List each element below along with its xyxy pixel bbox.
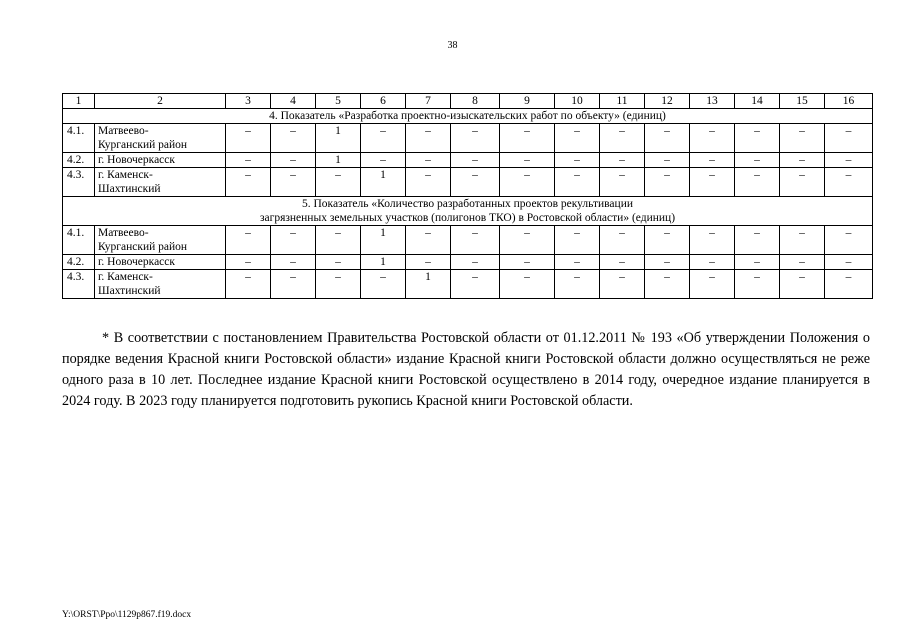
header-cell-14: 14 [735, 94, 780, 109]
value-cell: – [825, 168, 873, 197]
header-cell-10: 10 [555, 94, 600, 109]
value-cell: – [825, 226, 873, 255]
value-cell: – [451, 226, 500, 255]
value-cell: – [406, 255, 451, 270]
value-cell: – [645, 168, 690, 197]
header-cell-15: 15 [780, 94, 825, 109]
value-cell: – [271, 153, 316, 168]
value-cell: – [600, 168, 645, 197]
value-cell: – [780, 226, 825, 255]
value-cell: – [271, 255, 316, 270]
row-number: 4.1. [63, 226, 95, 255]
value-cell: – [780, 270, 825, 299]
row-number: 4.3. [63, 270, 95, 299]
value-cell: 1 [316, 124, 361, 153]
value-cell: – [271, 124, 316, 153]
header-cell-1: 1 [63, 94, 95, 109]
value-cell: – [780, 153, 825, 168]
value-cell: – [690, 153, 735, 168]
value-cell: – [316, 226, 361, 255]
value-cell: – [645, 124, 690, 153]
value-cell: – [780, 255, 825, 270]
value-cell: – [500, 226, 555, 255]
value-cell: – [271, 168, 316, 197]
row-name [95, 226, 226, 255]
value-cell: – [271, 270, 316, 299]
value-cell: – [361, 270, 406, 299]
value-cell: 1 [361, 255, 406, 270]
value-cell: – [226, 270, 271, 299]
row-name [95, 153, 226, 168]
value-cell: – [555, 124, 600, 153]
table-row [63, 255, 873, 270]
section-title-line: 4. Показатель «Разработка проектно-изыскательских работ по объекту» (единиц) [269, 110, 666, 122]
row-number: 4.3. [63, 168, 95, 197]
row-name-line: г. Новочеркасск [98, 154, 175, 166]
value-cell: – [555, 270, 600, 299]
value-cell: – [825, 124, 873, 153]
section-title-line: 5. Показатель «Количество разработанных проектов рекультивации [301, 198, 634, 210]
value-cell: – [316, 255, 361, 270]
value-cell: – [555, 255, 600, 270]
value-cell: – [600, 270, 645, 299]
section-title [63, 109, 873, 124]
header-cell-16: 16 [825, 94, 873, 109]
value-cell: – [226, 153, 271, 168]
value-cell: – [555, 153, 600, 168]
header-cell-4: 4 [271, 94, 316, 109]
value-cell: 1 [361, 226, 406, 255]
value-cell: – [451, 255, 500, 270]
file-path: Y:\ORST\Ppo\1129p867.f19.docx [62, 610, 192, 620]
section-row [63, 109, 873, 124]
value-cell: – [361, 153, 406, 168]
value-cell: – [555, 168, 600, 197]
row-number: 4.2. [63, 153, 95, 168]
section-title-line: загрязненных земельных участков (полигонов ТКО) в Ростовской области» (единиц) [259, 212, 676, 224]
value-cell: – [825, 270, 873, 299]
row-number: 4.1. [63, 124, 95, 153]
header-cell-12: 12 [645, 94, 690, 109]
value-cell: – [690, 226, 735, 255]
value-cell: – [645, 270, 690, 299]
row-name-line: Матвеево- [98, 125, 149, 137]
value-cell: – [500, 270, 555, 299]
value-cell: – [690, 270, 735, 299]
header-row [63, 94, 873, 109]
row-name-line: г. Каменск- [98, 271, 153, 283]
table-row [63, 124, 873, 153]
value-cell: – [735, 270, 780, 299]
value-cell: – [600, 255, 645, 270]
value-cell: – [690, 168, 735, 197]
value-cell: – [500, 168, 555, 197]
header-cell-5: 5 [316, 94, 361, 109]
value-cell: – [451, 153, 500, 168]
header-cell-8: 8 [451, 94, 500, 109]
table-body [63, 94, 873, 299]
value-cell: – [226, 255, 271, 270]
value-cell: – [500, 124, 555, 153]
value-cell: – [735, 226, 780, 255]
row-name-line: Шахтинский [98, 285, 161, 297]
value-cell: – [316, 168, 361, 197]
section-row [63, 197, 873, 226]
value-cell: – [645, 255, 690, 270]
value-cell: – [600, 124, 645, 153]
value-cell: – [316, 270, 361, 299]
value-cell: – [645, 153, 690, 168]
value-cell: – [271, 226, 316, 255]
page-number: 38 [447, 40, 458, 51]
row-name-line: Матвеево- [98, 227, 149, 239]
row-name-line: г. Каменск- [98, 169, 153, 181]
row-name [95, 270, 226, 299]
value-cell: – [226, 124, 271, 153]
footnote: * В соответствии с постановлением Правительства Ростовской области от 01.12.2011 № 193 «Об утверждении Положения о порядке ведения Красной книги Ростовской области» издание Красной книги Ростовской области должно осуществляться не реже одного раза в 10 лет. Последнее издание Красной книги Ростовской осуществлено в 2014 году, очередное издание планируется в 2024 году. В 2023 году планируется подготовить рукопись Красной книги Ростовской области. [62, 330, 870, 409]
value-cell: – [451, 270, 500, 299]
value-cell: – [361, 124, 406, 153]
value-cell: 1 [316, 153, 361, 168]
value-cell: – [406, 226, 451, 255]
header-cell-9: 9 [500, 94, 555, 109]
value-cell: – [735, 255, 780, 270]
row-name [95, 124, 226, 153]
row-name-line: Шахтинский [98, 183, 161, 195]
value-cell: – [226, 226, 271, 255]
value-cell: – [735, 153, 780, 168]
value-cell: – [555, 226, 600, 255]
value-cell: – [600, 226, 645, 255]
header-cell-13: 13 [690, 94, 735, 109]
value-cell: – [451, 124, 500, 153]
row-name [95, 168, 226, 197]
value-cell: – [500, 153, 555, 168]
row-number: 4.2. [63, 255, 95, 270]
header-cell-7: 7 [406, 94, 451, 109]
row-name-line: Курганский район [98, 241, 188, 253]
header-cell-11: 11 [600, 94, 645, 109]
value-cell: – [600, 153, 645, 168]
value-cell: – [780, 124, 825, 153]
value-cell: – [825, 255, 873, 270]
table-row [63, 153, 873, 168]
value-cell: 1 [406, 270, 451, 299]
header-cell-6: 6 [361, 94, 406, 109]
section-title [63, 197, 873, 226]
row-name-line: г. Новочеркасск [98, 256, 175, 268]
value-cell: – [735, 124, 780, 153]
value-cell: – [825, 153, 873, 168]
value-cell: – [226, 168, 271, 197]
value-cell: – [406, 124, 451, 153]
row-name [95, 255, 226, 270]
table-row [63, 270, 873, 299]
value-cell: – [645, 226, 690, 255]
value-cell: – [690, 255, 735, 270]
value-cell: 1 [361, 168, 406, 197]
table-row [63, 168, 873, 197]
value-cell: – [500, 255, 555, 270]
value-cell: – [406, 153, 451, 168]
value-cell: – [780, 168, 825, 197]
table-row [63, 226, 873, 255]
value-cell: – [690, 124, 735, 153]
header-cell-2: 2 [95, 94, 226, 109]
row-name-line: Курганский район [98, 139, 188, 151]
value-cell: – [735, 168, 780, 197]
value-cell: – [406, 168, 451, 197]
indicators-table [62, 93, 873, 299]
value-cell: – [451, 168, 500, 197]
header-cell-3: 3 [226, 94, 271, 109]
